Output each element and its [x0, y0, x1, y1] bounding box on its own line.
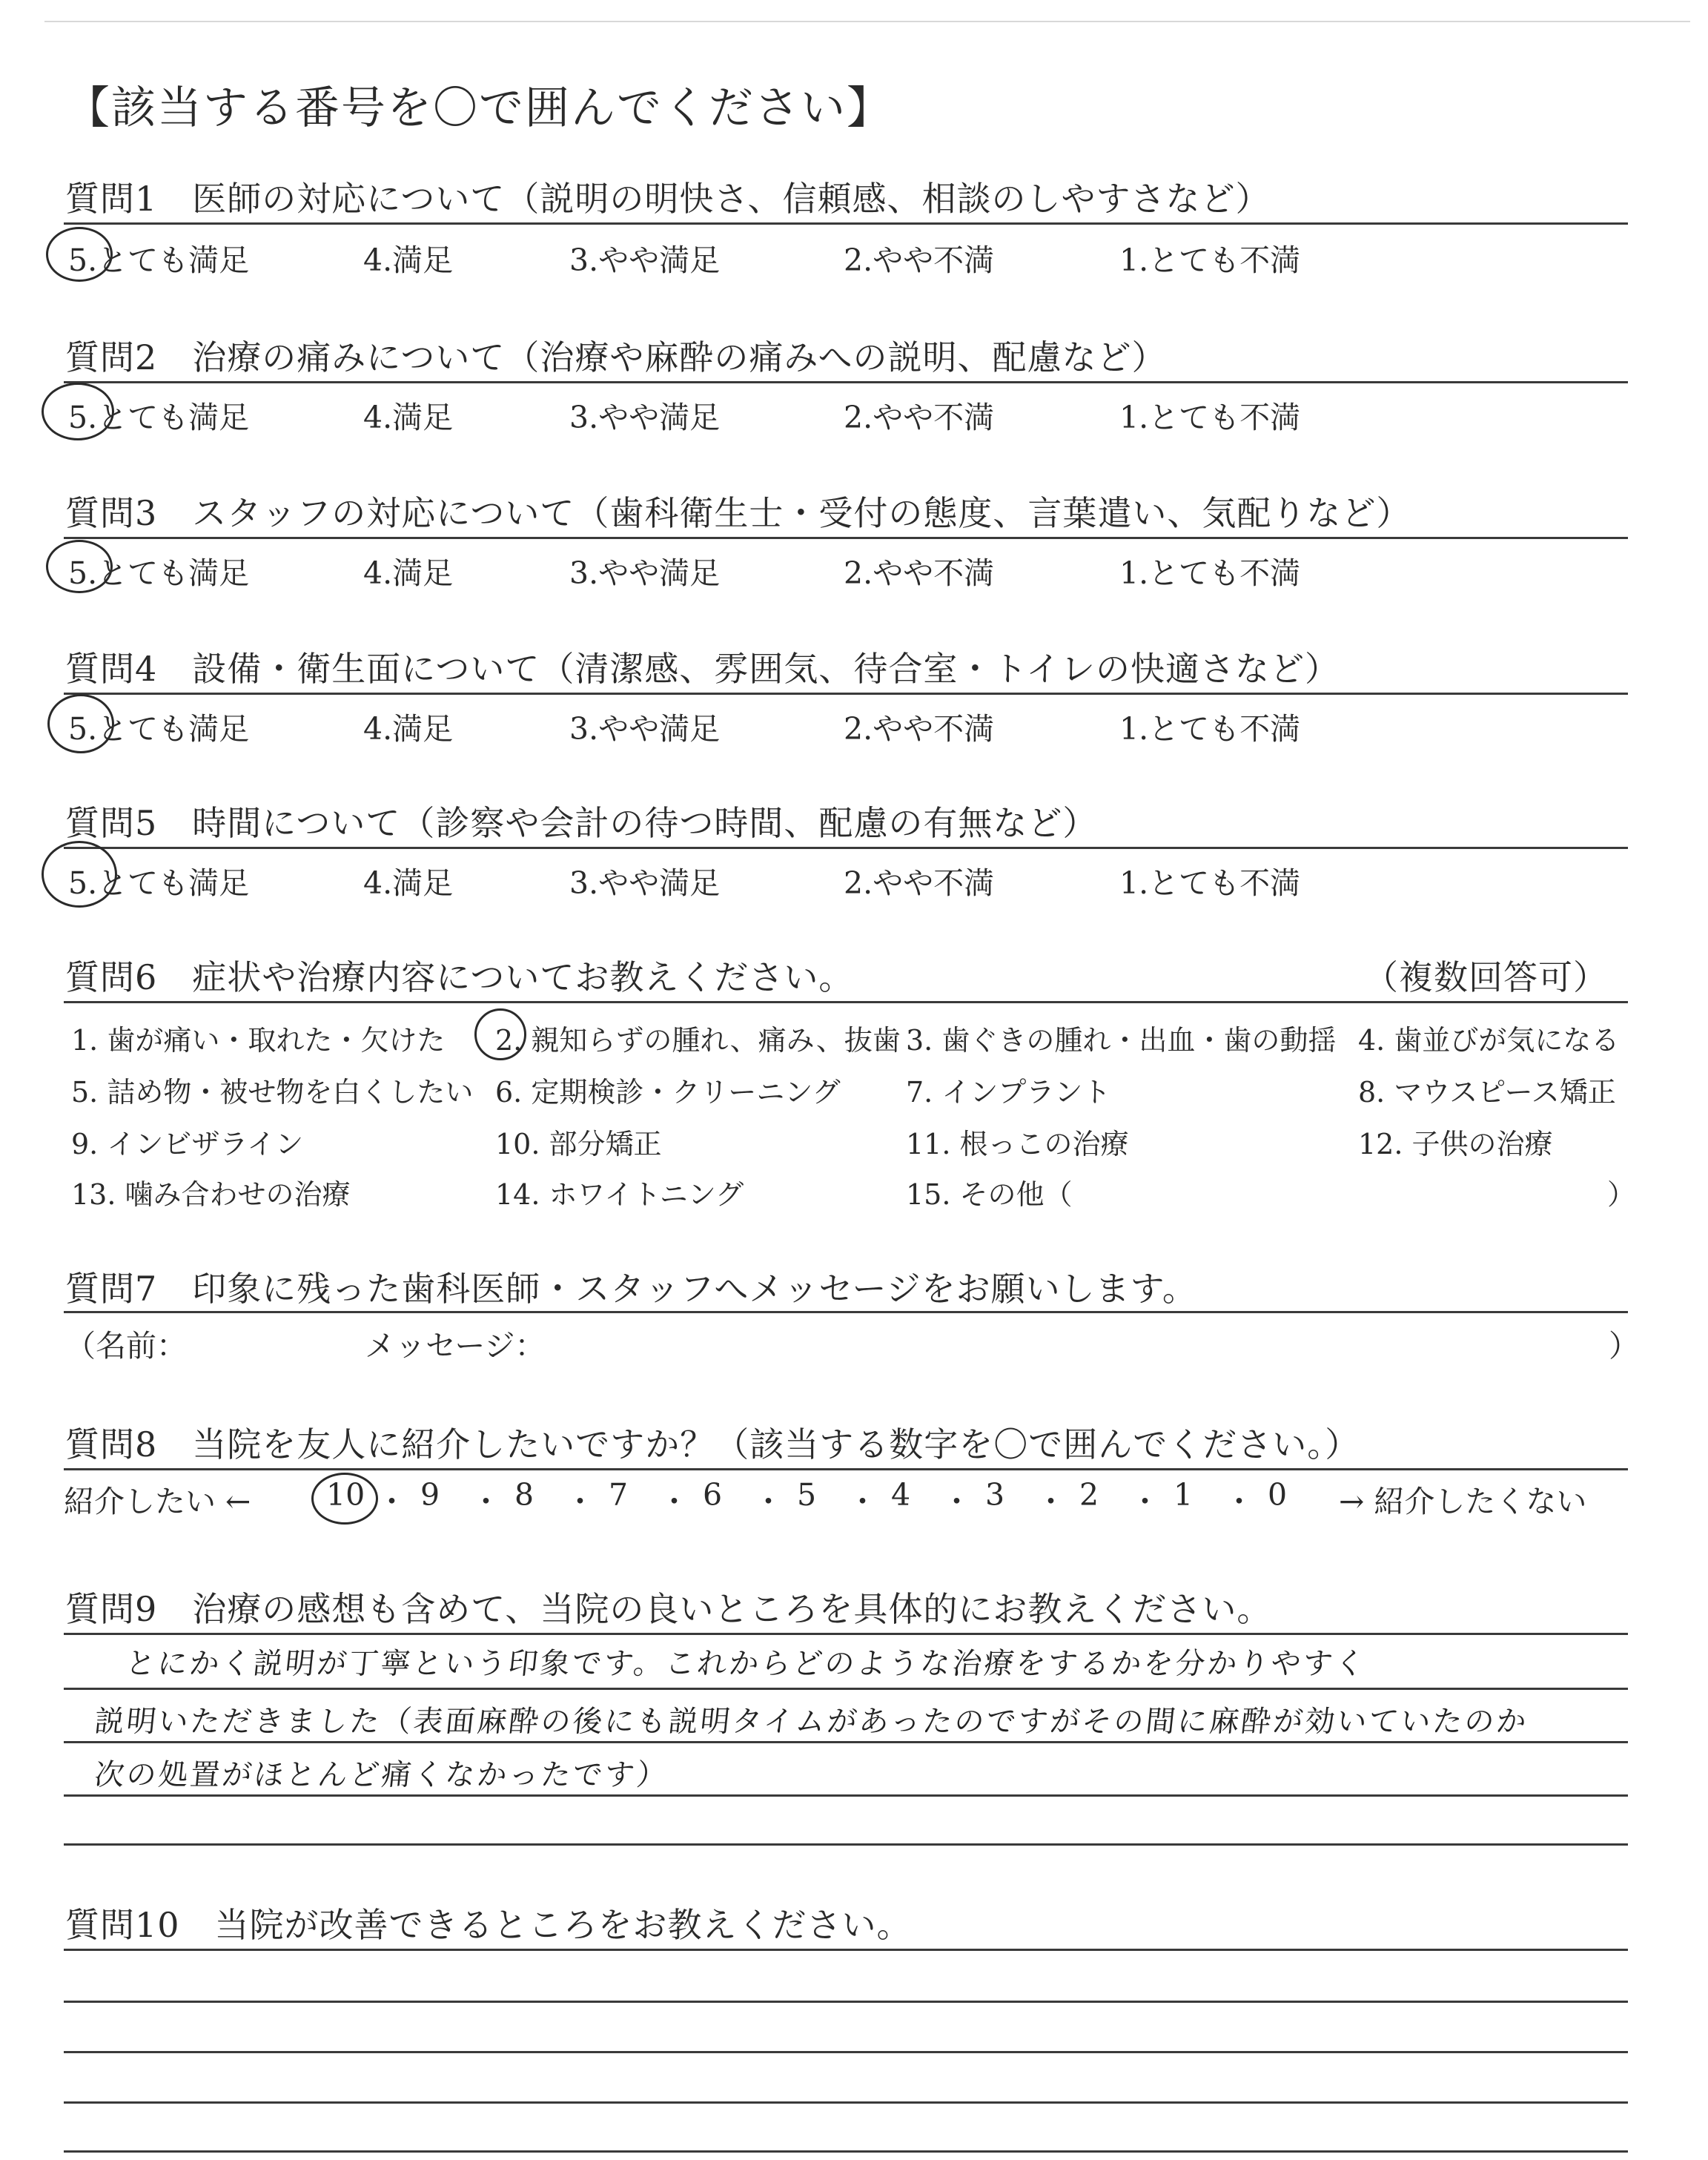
- divider: [64, 381, 1628, 383]
- q7-name-field[interactable]: （名前：: [65, 1328, 187, 1364]
- q8-scale-separator: ・: [659, 1484, 689, 1519]
- q8-scale-separator: ・: [1036, 1484, 1066, 1519]
- q2-option-2[interactable]: 2.やや不満: [844, 400, 995, 435]
- q7-message-field[interactable]: メッセージ：: [365, 1328, 546, 1364]
- divider: [64, 847, 1628, 849]
- q6-option-13[interactable]: 13. 噛み合わせの治療: [71, 1178, 351, 1211]
- q1-option-1[interactable]: 1.とても不満: [1119, 242, 1301, 278]
- question-label: 質問8: [65, 1424, 158, 1464]
- divider: [64, 222, 1628, 225]
- answer-line: [64, 1794, 1628, 1797]
- q4-selection-circle: [47, 694, 114, 753]
- q8-scale-value-0[interactable]: 0: [1268, 1477, 1288, 1513]
- question-label: 質問9: [65, 1589, 158, 1629]
- answer-line: [64, 2150, 1628, 2153]
- q3-option-2[interactable]: 2.やや不満: [844, 555, 995, 591]
- page-title: 【該当する番号を〇で囲んでください】: [65, 82, 893, 134]
- q6-option-15[interactable]: 15. その他（: [906, 1178, 1073, 1211]
- q1-option-5[interactable]: 5.とても満足: [68, 242, 250, 278]
- q9-answer-line-3: 次の処置がほとんど痛くなかったです）: [93, 1758, 671, 1792]
- q6-option-12[interactable]: 12. 子供の治療: [1358, 1128, 1553, 1160]
- q6-option-1[interactable]: 1. 歯が痛い・取れた・欠けた: [71, 1024, 446, 1057]
- question-label: 質問2: [65, 337, 158, 377]
- question-text: スタッフの対応について（歯科衛生士・受付の態度、言葉遣い、気配りなど）: [192, 493, 1411, 533]
- question-1: [65, 172, 1271, 221]
- q8-left-label: 紹介したい ←: [64, 1484, 251, 1519]
- q8-scale-value-4[interactable]: 4: [891, 1477, 911, 1513]
- q5-option-3[interactable]: 3.やや満足: [569, 865, 721, 901]
- q6-option-3[interactable]: 3. 歯ぐきの腫れ・出血・歯の動揺: [906, 1024, 1337, 1057]
- q4-option-4[interactable]: 4.満足: [363, 711, 454, 747]
- divider: [64, 1311, 1628, 1313]
- q8-scale-separator: ・: [1130, 1484, 1160, 1519]
- q1-option-3[interactable]: 3.やや満足: [569, 242, 721, 278]
- question-label: 質問6: [65, 957, 158, 997]
- question-4: [65, 642, 1340, 691]
- question-label: 質問7: [65, 1269, 158, 1309]
- question-text: 当院が改善できるところをお教えください。: [214, 1905, 912, 1945]
- q6-option-6[interactable]: 6. 定期検診・クリーニング: [495, 1076, 841, 1109]
- divider: [64, 1001, 1628, 1003]
- q3-option-1[interactable]: 1.とても不満: [1119, 555, 1301, 591]
- question-8: [65, 1418, 1360, 1467]
- q6-option-2[interactable]: 2. 親知らずの腫れ、痛み、抜歯: [495, 1024, 901, 1057]
- question-text: 時間について（診察や会計の待つ時間、配慮の有無など）: [192, 803, 1098, 843]
- q8-scale-separator: ・: [471, 1484, 501, 1519]
- question-label: 質問5: [65, 803, 158, 843]
- question-text: 医師の対応について（説明の明快さ、信頼感、相談のしやすさなど）: [192, 179, 1271, 219]
- answer-line: [64, 2001, 1628, 2003]
- question-text: 治療の痛みについて（治療や麻酔の痛みへの説明、配慮など）: [192, 337, 1167, 377]
- q6-other-close: ）: [1607, 1178, 1636, 1211]
- q8-scale-value-5[interactable]: 5: [797, 1477, 817, 1513]
- q8-selection-circle: [311, 1473, 378, 1525]
- q1-option-2[interactable]: 2.やや不満: [844, 242, 995, 278]
- q8-scale-value-8[interactable]: 8: [514, 1477, 534, 1513]
- q5-option-1[interactable]: 1.とても不満: [1119, 865, 1301, 901]
- page-top-edge: [44, 21, 1690, 22]
- q4-option-3[interactable]: 3.やや満足: [569, 711, 721, 747]
- q6-option-8[interactable]: 8. マウスピース矯正: [1358, 1076, 1616, 1109]
- question-9: [65, 1582, 1271, 1631]
- q2-selection-circle: [42, 383, 114, 440]
- q9-answer-line-1: とにかく説明が丁寧という印象です。これからどのような治療をするかを分かりやすく: [124, 1647, 1368, 1681]
- q2-option-1[interactable]: 1.とても不満: [1119, 400, 1301, 435]
- q4-option-1[interactable]: 1.とても不満: [1119, 711, 1301, 747]
- q3-option-5[interactable]: 5.とても満足: [68, 555, 250, 591]
- question-text: 設備・衛生面について（清潔感、雰囲気、待合室・トイレの快適さなど）: [192, 649, 1340, 689]
- q8-scale-separator: ・: [565, 1484, 595, 1519]
- q6-option-7[interactable]: 7. インプラント: [906, 1076, 1111, 1109]
- q8-scale-value-1[interactable]: 1: [1174, 1477, 1194, 1513]
- divider: [64, 693, 1628, 695]
- q6-option-10[interactable]: 10. 部分矯正: [495, 1128, 662, 1160]
- q9-answer-line-2: 説明いただきました（表面麻酔の後にも説明タイムがあったのですがその間に麻酔が効いていたのか: [93, 1705, 1530, 1739]
- question-5: [65, 796, 1097, 845]
- q8-scale-separator: ・: [1224, 1484, 1254, 1519]
- q8-scale-value-7[interactable]: 7: [609, 1477, 629, 1513]
- question-text: 症状や治療内容についてお教えください。: [192, 957, 854, 997]
- q8-scale-separator: ・: [941, 1484, 972, 1519]
- answer-line: [64, 2101, 1628, 2104]
- q6-note: （複数回答可）: [1364, 957, 1608, 997]
- question-2: [65, 331, 1166, 380]
- question-label: 質問1: [65, 179, 158, 219]
- q6-option-4[interactable]: 4. 歯並びが気になる: [1358, 1024, 1620, 1057]
- question-text: 当院を友人に紹介したいですか？（該当する数字を〇で囲んでください。）: [192, 1424, 1360, 1464]
- q6-selection-circle: [474, 1008, 526, 1060]
- q8-scale-value-9[interactable]: 9: [420, 1477, 440, 1513]
- q5-option-4[interactable]: 4.満足: [363, 865, 454, 901]
- q5-option-2[interactable]: 2.やや不満: [844, 865, 995, 901]
- q8-scale-separator: ・: [847, 1484, 878, 1519]
- question-label: 質問4: [65, 649, 158, 689]
- q3-option-3[interactable]: 3.やや満足: [569, 555, 721, 591]
- divider: [64, 537, 1628, 539]
- q4-option-2[interactable]: 2.やや不満: [844, 711, 995, 747]
- q8-scale-value-10[interactable]: 10: [326, 1477, 365, 1513]
- q8-scale-value-6[interactable]: 6: [703, 1477, 723, 1513]
- q3-option-4[interactable]: 4.満足: [363, 555, 454, 591]
- q2-option-4[interactable]: 4.満足: [363, 400, 454, 435]
- question-label: 質問10: [65, 1905, 180, 1945]
- q1-option-4[interactable]: 4.満足: [363, 242, 454, 278]
- question-text: 治療の感想も含めて、当院の良いところを具体的にお教えください。: [192, 1589, 1272, 1629]
- answer-line: [64, 1741, 1628, 1743]
- q4-option-5[interactable]: 5.とても満足: [68, 711, 250, 747]
- question-6: [65, 951, 853, 1000]
- q6-option-14[interactable]: 14. ホワイトニング: [495, 1178, 744, 1211]
- question-text: 印象に残った歯科医師・スタッフへメッセージをお願いします。: [192, 1269, 1197, 1309]
- answer-line: [64, 1949, 1628, 1951]
- q7-close: ）: [1609, 1328, 1639, 1364]
- q5-option-5[interactable]: 5.とても満足: [68, 865, 250, 901]
- q8-scale-value-2[interactable]: 2: [1079, 1477, 1099, 1513]
- question-10: [65, 1898, 912, 1947]
- q2-option-3[interactable]: 3.やや満足: [569, 400, 721, 435]
- q1-selection-circle: [46, 227, 113, 282]
- q6-option-5[interactable]: 5. 詰め物・被せ物を白くしたい: [71, 1076, 474, 1109]
- question-7: [65, 1262, 1197, 1311]
- answer-line: [64, 1688, 1628, 1690]
- q3-selection-circle: [46, 540, 113, 593]
- answer-line: [64, 1843, 1628, 1846]
- q8-right-label: → 紹介したくない: [1339, 1484, 1587, 1519]
- question-label: 質問3: [65, 493, 158, 533]
- q6-option-11[interactable]: 11. 根っこの治療: [906, 1128, 1129, 1160]
- q2-option-5[interactable]: 5.とても満足: [68, 400, 250, 435]
- q8-scale-separator: ・: [753, 1484, 784, 1519]
- q6-option-9[interactable]: 9. インビザライン: [71, 1128, 304, 1160]
- answer-line: [64, 2051, 1628, 2053]
- q8-scale-value-3[interactable]: 3: [985, 1477, 1005, 1513]
- q8-scale-separator: ・: [377, 1484, 407, 1519]
- divider: [64, 1633, 1628, 1635]
- divider: [64, 1468, 1628, 1470]
- question-3: [65, 486, 1411, 535]
- q5-selection-circle: [42, 841, 117, 908]
